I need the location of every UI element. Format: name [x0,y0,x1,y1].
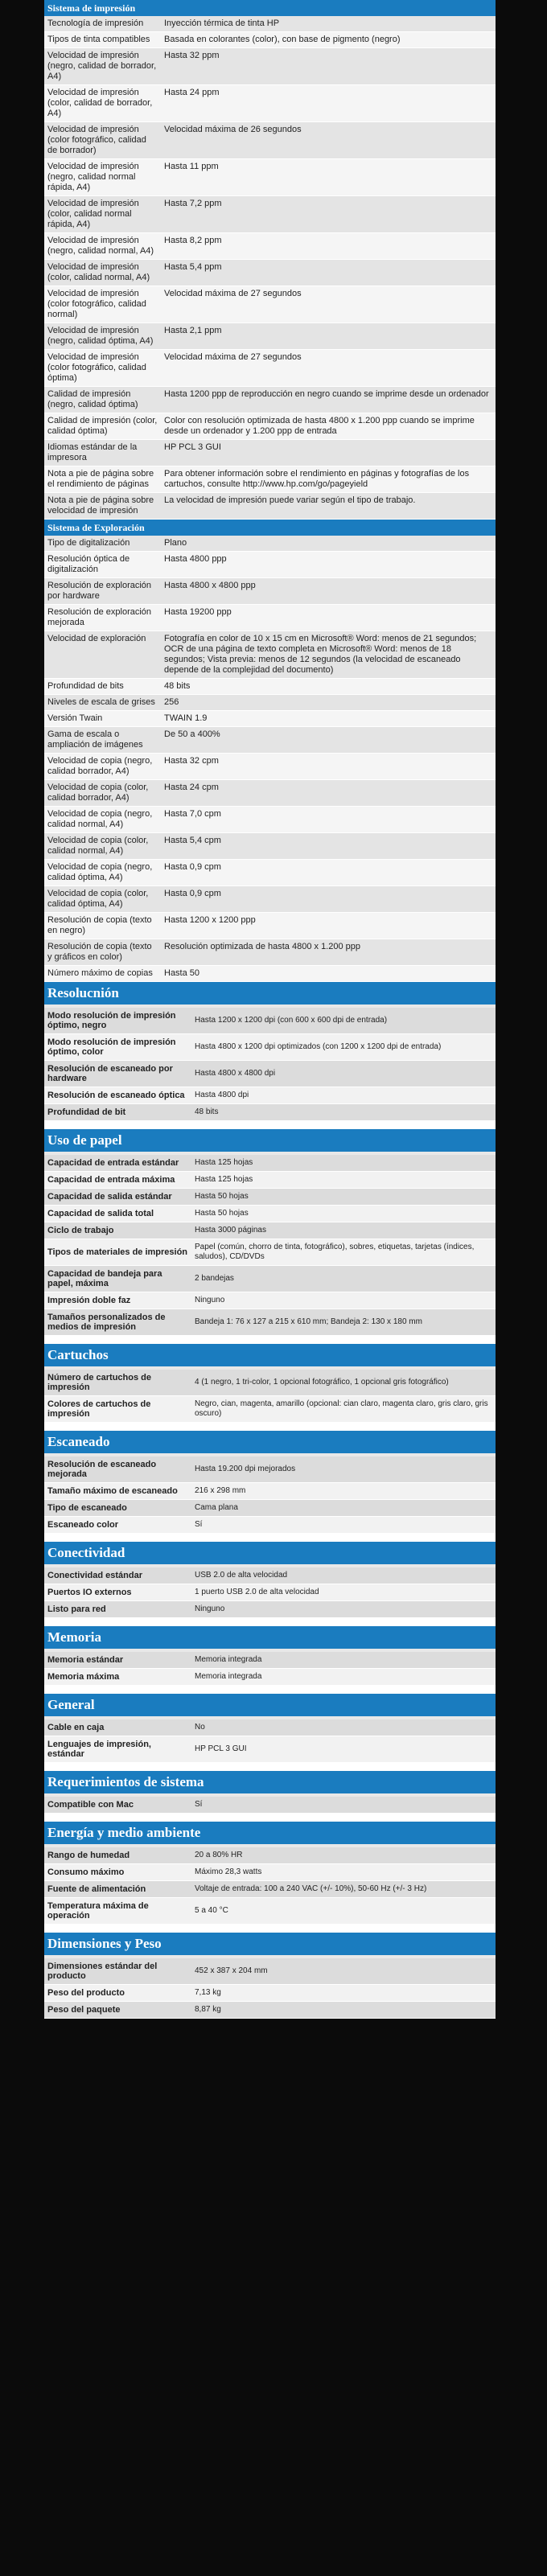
spec-value: Máximo 28,3 watts [191,1864,496,1881]
spec-value: Hasta 50 [161,966,496,982]
spec-row [44,159,496,196]
spec-row [44,1309,496,1336]
spec-value: Hasta 2,1 ppm [161,323,496,350]
spec-row [44,1189,496,1206]
spec-value: Hasta 0,9 cpm [161,886,496,913]
spec-table [44,16,496,520]
spec-label: Velocidad de copia (color, calidad óptima, A4) [44,886,161,913]
spec-label: Lenguajes de impresión, estándar [44,1736,191,1763]
spec-label: Nota a pie de página sobre el rendimiento de páginas [44,466,161,493]
spec-row [44,578,496,605]
spec-row [44,260,496,286]
spec-label: Nota a pie de página sobre velocidad de impresión [44,493,161,520]
spec-value: Voltaje de entrada: 100 a 240 VAC (+/- 10%), 50-60 Hz (+/- 3 Hz) [191,1881,496,1898]
spec-value: 4 (1 negro, 1 tri-color, 1 opcional fotográfico, 1 opcional gris fotográfico) [191,1370,496,1396]
spec-row [44,1584,496,1601]
spec-value: La velocidad de impresión puede variar según el tipo de trabajo. [161,493,496,520]
spec-value: Ninguno [191,1292,496,1309]
spec-label: Consumo máximo [44,1864,191,1881]
spec-row [44,552,496,578]
spec-section [44,1822,496,1933]
spec-value: Inyección térmica de tinta HP [161,16,496,32]
spec-value: Memoria integrada [191,1652,496,1669]
spec-value: Ninguno [191,1601,496,1618]
spec-value: Hasta 19.200 dpi mejorados [191,1456,496,1483]
spec-row [44,387,496,413]
spec-label: Velocidad de impresión (color, calidad normal, A4) [44,260,161,286]
spec-value: Hasta 4800 ppp [161,552,496,578]
spec-value: Plano [161,536,496,552]
spec-label: Calidad de impresión (color, calidad óptima) [44,413,161,440]
spec-label: Profundidad de bit [44,1104,191,1121]
spec-value: Hasta 11 ppm [161,159,496,196]
spec-row [44,1222,496,1239]
spec-label: Impresión doble faz [44,1292,191,1309]
spec-value: Velocidad máxima de 26 segundos [161,122,496,159]
spec-row [44,754,496,780]
section-title: Memoria [44,1626,496,1652]
spec-value: Negro, cian, magenta, amarillo (opcional: cian claro, magenta claro, gris claro, gris oscuro) [191,1396,496,1423]
spec-row [44,85,496,122]
spec-label: Velocidad de copia (color, calidad borrador, A4) [44,780,161,807]
spec-label: Velocidad de impresión (color fotográfico, calidad normal) [44,286,161,323]
spec-value: Hasta 50 hojas [191,1206,496,1222]
spec-value: Hasta 5,4 cpm [161,833,496,860]
spec-value: Hasta 32 cpm [161,754,496,780]
spec-label: Velocidad de copia (negro, calidad óptima, A4) [44,860,161,886]
spec-row [44,1864,496,1881]
section-title: Uso de papel [44,1129,496,1155]
section-title: Conectividad [44,1542,496,1567]
spec-label: Velocidad de impresión (negro, calidad normal, A4) [44,233,161,260]
spec-value: 7,13 kg [191,1985,496,2002]
section-title: Sistema de Exploración [44,520,496,536]
section-title: General [44,1694,496,1719]
spec-label: Idiomas estándar de la impresora [44,440,161,466]
section-spacer [44,1618,496,1626]
section-title: Resolucnión [44,982,496,1008]
spec-label: Peso del paquete [44,2002,191,2019]
spec-label: Calidad de impresión (negro, calidad óptima) [44,387,161,413]
spec-row [44,1736,496,1763]
spec-row [44,1087,496,1104]
spec-table [44,1958,496,2019]
spec-row [44,1847,496,1864]
spec-section [44,1771,496,1822]
spec-value: Hasta 125 hojas [191,1172,496,1189]
spec-value: Bandeja 1: 76 x 127 a 215 x 610 mm; Bandeja 2: 130 x 180 mm [191,1309,496,1336]
section-title: Cartuchos [44,1344,496,1370]
spec-label: Velocidad de impresión (color, calidad normal rápida, A4) [44,196,161,233]
spec-label: Tipo de escaneado [44,1500,191,1517]
spec-row [44,1985,496,2002]
spec-value: Hasta 50 hojas [191,1189,496,1206]
spec-value: Hasta 4800 dpi [191,1087,496,1104]
spec-label: Niveles de escala de grises [44,695,161,711]
spec-label: Profundidad de bits [44,679,161,695]
spec-value: Hasta 4800 x 4800 ppp [161,578,496,605]
spec-label: Capacidad de entrada máxima [44,1172,191,1189]
spec-table [44,1652,496,1686]
spec-value: 48 bits [161,679,496,695]
spec-section [44,0,496,520]
spec-row [44,466,496,493]
spec-label: Número máximo de copias [44,966,161,982]
spec-label: Resolución de escaneado por hardware [44,1061,191,1087]
spec-label: Versión Twain [44,711,161,727]
section-spacer [44,1814,496,1822]
section-title: Escaneado [44,1431,496,1456]
spec-row [44,605,496,631]
spec-value: Hasta 5,4 ppm [161,260,496,286]
spec-label: Número de cartuchos de impresión [44,1370,191,1396]
spec-label: Capacidad de bandeja para papel, máxima [44,1266,191,1292]
spec-table [44,1797,496,1814]
spec-label: Velocidad de impresión (negro, calidad de borrador, A4) [44,48,161,85]
spec-label: Velocidad de impresión (negro, calidad normal rápida, A4) [44,159,161,196]
spec-value: 1 puerto USB 2.0 de alta velocidad [191,1584,496,1601]
spec-row [44,122,496,159]
spec-table [44,1456,496,1534]
spec-row [44,860,496,886]
spec-row [44,440,496,466]
spec-row [44,1061,496,1087]
spec-label: Cable en caja [44,1719,191,1736]
spec-value: Hasta 8,2 ppm [161,233,496,260]
spec-value: 5 a 40 °C [191,1898,496,1925]
spec-label: Memoria máxima [44,1669,191,1686]
spec-label: Ciclo de trabajo [44,1222,191,1239]
spec-row [44,1881,496,1898]
spec-value: 452 x 387 x 204 mm [191,1958,496,1985]
spec-section [44,1626,496,1694]
spec-value: Hasta 24 ppm [161,85,496,122]
spec-row [44,1456,496,1483]
spec-row [44,233,496,260]
spec-value: USB 2.0 de alta velocidad [191,1567,496,1584]
spec-row [44,631,496,679]
spec-row [44,1958,496,1985]
spec-table [44,1008,496,1121]
spec-label: Resolución de escaneado óptica [44,1087,191,1104]
spec-table [44,1370,496,1423]
spec-value: Memoria integrada [191,1669,496,1686]
spec-label: Modo resolución de impresión óptimo, color [44,1034,191,1061]
spec-label: Listo para red [44,1601,191,1618]
section-title: Energía y medio ambiente [44,1822,496,1847]
spec-row [44,679,496,695]
spec-label: Peso del producto [44,1985,191,2002]
spec-row [44,1396,496,1423]
spec-section [44,1933,496,2019]
spec-label: Memoria estándar [44,1652,191,1669]
spec-section [44,1694,496,1771]
spec-label: Resolución de copia (texto en negro) [44,913,161,939]
spec-label: Tamaños personalizados de medios de impresión [44,1309,191,1336]
spec-row [44,1008,496,1034]
spec-row [44,1517,496,1534]
spec-label: Velocidad de impresión (negro, calidad óptima, A4) [44,323,161,350]
spec-value: Velocidad máxima de 27 segundos [161,286,496,323]
spec-section [44,1542,496,1626]
spec-label: Tecnología de impresión [44,16,161,32]
spec-label: Tipo de digitalización [44,536,161,552]
section-spacer [44,1534,496,1542]
spec-label: Tipos de tinta compatibles [44,32,161,48]
spec-row [44,1239,496,1266]
spec-table [44,1567,496,1618]
spec-value: Hasta 19200 ppp [161,605,496,631]
section-spacer [44,1925,496,1933]
spec-label: Velocidad de impresión (color, calidad de borrador, A4) [44,85,161,122]
spec-value: Sí [191,1517,496,1534]
spec-value: HP PCL 3 GUI [161,440,496,466]
spec-value: Sí [191,1797,496,1814]
section-spacer [44,1423,496,1431]
spec-section [44,1344,496,1431]
spec-row [44,780,496,807]
spec-label: Capacidad de entrada estándar [44,1155,191,1172]
spec-row [44,1797,496,1814]
spec-row [44,1034,496,1061]
spec-row [44,286,496,323]
spec-label: Velocidad de copia (color, calidad normal, A4) [44,833,161,860]
spec-row [44,32,496,48]
spec-row [44,833,496,860]
spec-row [44,1292,496,1309]
spec-label: Tamaño máximo de escaneado [44,1483,191,1500]
spec-row [44,16,496,32]
spec-row [44,323,496,350]
spec-row [44,196,496,233]
spec-row [44,1172,496,1189]
spec-value: Hasta 24 cpm [161,780,496,807]
spec-value: 8,87 kg [191,2002,496,2019]
spec-table [44,1719,496,1763]
spec-row [44,350,496,387]
spec-row [44,1669,496,1686]
section-spacer [44,1121,496,1129]
spec-label: Resolución óptica de digitalización [44,552,161,578]
spec-label: Compatible con Mac [44,1797,191,1814]
spec-row [44,2002,496,2019]
spec-row [44,966,496,982]
spec-row [44,1898,496,1925]
spec-section [44,520,496,982]
spec-row [44,493,496,520]
section-title: Dimensiones y Peso [44,1933,496,1958]
spec-value: Hasta 125 hojas [191,1155,496,1172]
spec-label: Resolución de copia (texto y gráficos en color) [44,939,161,966]
spec-value: 20 a 80% HR [191,1847,496,1864]
spec-value: Hasta 1200 x 1200 ppp [161,913,496,939]
spec-row [44,1601,496,1618]
spec-row [44,727,496,754]
spec-row [44,1104,496,1121]
section-spacer [44,1763,496,1771]
spec-value: Resolución optimizada de hasta 4800 x 1.200 ppp [161,939,496,966]
spec-section [44,1129,496,1344]
spec-value: Para obtener información sobre el rendimiento en páginas y fotografías de los cartuchos, consulte http://www.hp.com/go/pageyield [161,466,496,493]
spec-label: Capacidad de salida total [44,1206,191,1222]
spec-label: Modo resolución de impresión óptimo, negro [44,1008,191,1034]
spec-label: Velocidad de impresión (color fotográfico, calidad óptima) [44,350,161,387]
spec-label: Resolución de escaneado mejorada [44,1456,191,1483]
spec-value: HP PCL 3 GUI [191,1736,496,1763]
spec-row [44,1206,496,1222]
spec-row [44,807,496,833]
section-title: Sistema de impresión [44,0,496,16]
spec-row [44,1266,496,1292]
spec-label: Conectividad estándar [44,1567,191,1584]
spec-label: Dimensiones estándar del producto [44,1958,191,1985]
spec-value: Fotografía en color de 10 x 15 cm en Microsoft® Word: menos de 21 segundos; OCR de una página de texto completa en Microsoft® Word: menos de 18 segundos; Vista previa: menos de 12 segundos (la velocidad de escaneado depende de la complejidad del documento) [161,631,496,679]
spec-value: TWAIN 1.9 [161,711,496,727]
spec-row [44,886,496,913]
spec-row [44,913,496,939]
spec-label: Velocidad de copia (negro, calidad borrador, A4) [44,754,161,780]
spec-row [44,1155,496,1172]
spec-row [44,1567,496,1584]
spec-label: Rango de humedad [44,1847,191,1864]
spec-section [44,1431,496,1542]
spec-label: Velocidad de copia (negro, calidad normal, A4) [44,807,161,833]
spec-row [44,1719,496,1736]
spec-value: No [191,1719,496,1736]
spec-value: 216 x 298 mm [191,1483,496,1500]
spec-value: Hasta 1200 x 1200 dpi (con 600 x 600 dpi de entrada) [191,1008,496,1034]
spec-label: Escaneado color [44,1517,191,1534]
spec-label: Velocidad de impresión (color fotográfico, calidad de borrador) [44,122,161,159]
spec-value: Hasta 7,2 ppm [161,196,496,233]
spec-row [44,711,496,727]
spec-row [44,695,496,711]
spec-value: Hasta 7,0 cpm [161,807,496,833]
spec-value: De 50 a 400% [161,727,496,754]
spec-value: Basada en colorantes (color), con base de pigmento (negro) [161,32,496,48]
spec-label: Fuente de alimentación [44,1881,191,1898]
spec-label: Resolución de exploración por hardware [44,578,161,605]
spec-label: Temperatura máxima de operación [44,1898,191,1925]
section-spacer [44,1686,496,1694]
spec-row [44,413,496,440]
spec-value: Hasta 1200 ppp de reproducción en negro cuando se imprime desde un ordenador [161,387,496,413]
spec-row [44,1500,496,1517]
spec-section [44,982,496,1129]
spec-row [44,536,496,552]
spec-value: Hasta 32 ppm [161,48,496,85]
spec-value: Hasta 4800 x 4800 dpi [191,1061,496,1087]
spec-value: Hasta 4800 x 1200 dpi optimizados (con 1200 x 1200 dpi de entrada) [191,1034,496,1061]
spec-value: Color con resolución optimizada de hasta 4800 x 1.200 ppp cuando se imprime desde un ordenador y 1.200 ppp de entrada [161,413,496,440]
spec-label: Tipos de materiales de impresión [44,1239,191,1266]
spec-label: Velocidad de exploración [44,631,161,679]
spec-value: Hasta 0,9 cpm [161,860,496,886]
spec-row [44,1652,496,1669]
spec-value: 48 bits [191,1104,496,1121]
spec-table [44,536,496,982]
spec-value: Cama plana [191,1500,496,1517]
spec-value: 2 bandejas [191,1266,496,1292]
spec-label: Colores de cartuchos de impresión [44,1396,191,1423]
spec-row [44,48,496,85]
section-title: Requerimientos de sistema [44,1771,496,1797]
spec-sheet [44,0,496,2019]
spec-table [44,1847,496,1925]
spec-value: Velocidad máxima de 27 segundos [161,350,496,387]
spec-row [44,1370,496,1396]
spec-value: Hasta 3000 páginas [191,1222,496,1239]
spec-label: Puertos IO externos [44,1584,191,1601]
spec-value: 256 [161,695,496,711]
spec-label: Capacidad de salida estándar [44,1189,191,1206]
spec-table [44,1155,496,1336]
spec-row [44,939,496,966]
spec-label: Resolución de exploración mejorada [44,605,161,631]
spec-label: Gama de escala o ampliación de imágenes [44,727,161,754]
section-spacer [44,1336,496,1344]
spec-value: Papel (común, chorro de tinta, fotográfico), sobres, etiquetas, tarjetas (índices, saludos), CD/DVDs [191,1239,496,1266]
spec-row [44,1483,496,1500]
